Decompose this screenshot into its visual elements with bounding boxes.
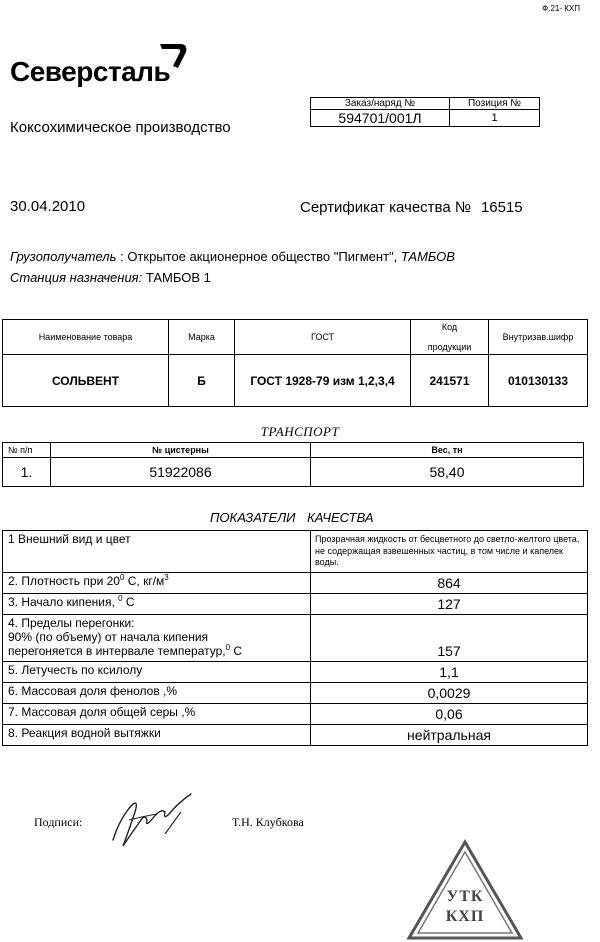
quality-stamp	[405, 838, 525, 942]
signer-name: Т.Н. Клубкова	[232, 815, 304, 829]
document-date: 30.04.2010	[10, 198, 86, 215]
quality-value: 157	[311, 615, 588, 661]
handwritten-signature	[105, 790, 200, 852]
goods-header-code: Код продукции	[411, 320, 489, 355]
company-name: Северсталь	[10, 56, 171, 87]
quality-label: 4. Пределы перегонки: 90% (по объему) от начала кипения перегоняется в интервале температур,$^0$ С	[3, 615, 311, 661]
consignee-value: Открытое акционерное общество "Пигмент",	[127, 249, 398, 264]
station-line	[10, 270, 211, 285]
quality-label: 8. Реакция водной вытяжки	[3, 724, 311, 745]
quality-value: нейтральная	[311, 724, 588, 745]
quality-table	[2, 530, 588, 746]
quality-label: 2. Плотность при $20^0$ С, $кг/м^3$	[3, 573, 311, 594]
transport-header-weight: Вес, тн	[311, 443, 584, 458]
quality-title: ПОКАЗАТЕЛИ КАЧЕСТВА	[210, 510, 374, 525]
position-header: Позиция №	[450, 98, 540, 110]
goods-table	[2, 319, 588, 407]
certificate-title	[300, 199, 523, 216]
table-row	[3, 594, 588, 615]
goods-code: 241571	[411, 355, 489, 407]
goods-internal: 010130133	[489, 355, 588, 407]
quality-label: 7. Массовая доля общей серы ,%	[3, 703, 311, 724]
certificate-number: 16515	[480, 199, 523, 216]
transport-table	[2, 442, 584, 487]
table-row	[3, 661, 588, 682]
order-value: 594701/001Л	[311, 110, 450, 127]
order-header: Заказ/наряд №	[311, 98, 450, 110]
severstal-logo-icon	[156, 40, 192, 70]
quality-label: 1 Внешний вид и цвет	[3, 531, 311, 573]
goods-gost: ГОСТ 1928-79 изм 1,2,3,4	[235, 355, 411, 407]
department-name: Коксохимическое производство	[10, 119, 231, 136]
consignee-line: Грузополучатель : Открытое акционерное общество "Пигмент", ТАМБОВ	[10, 249, 455, 264]
transport-header-tank: № цистерны	[51, 443, 311, 458]
quality-value: Прозрачная жидкость от бесцветного до светло-желтого цвета, не содержащая взвешенных частиц, в том числе и капелек воды.	[311, 531, 588, 573]
consignee-city: ТАМБОВ	[400, 249, 455, 264]
goods-name: СОЛЬВЕНТ	[3, 355, 169, 407]
signatures-label: Подписи:	[34, 815, 83, 829]
form-code: Ф.21- КХП	[542, 4, 580, 13]
quality-value: 127	[311, 594, 588, 615]
quality-value: 864	[311, 573, 588, 594]
transport-num: 1.	[3, 458, 51, 487]
transport-title: ТРАНСПОРТ	[260, 424, 340, 439]
stamp-line-1: УТК	[446, 888, 484, 905]
goods-grade: Б	[169, 355, 235, 407]
quality-label: 3. Начало кипения, $^0$ С	[3, 594, 311, 615]
quality-label: 5. Летучесть по ксилолу	[3, 661, 311, 682]
certificate-label: Сертификат качества №	[300, 199, 471, 216]
goods-header-name: Наименование товара	[3, 320, 169, 355]
transport-tank: 51922086	[51, 458, 311, 487]
goods-header-gost: ГОСТ	[235, 320, 411, 355]
table-row	[3, 458, 584, 487]
table-row	[3, 355, 588, 407]
table-row	[3, 573, 588, 594]
station-label: Станция назначения:	[10, 270, 143, 285]
position-value: 1	[450, 110, 540, 127]
quality-value: 0,06	[311, 703, 588, 724]
table-row	[3, 682, 588, 703]
company-logo	[10, 40, 180, 88]
table-row	[3, 615, 588, 661]
quality-value: 1,1	[311, 661, 588, 682]
table-row	[3, 531, 588, 573]
quality-label: 6. Массовая доля фенолов ,%	[3, 682, 311, 703]
goods-header-internal: Внутризав.шифр	[489, 320, 588, 355]
order-table	[310, 97, 540, 127]
station-value: ТАМБОВ 1	[145, 270, 211, 285]
table-row	[3, 703, 588, 724]
transport-weight: 58,40	[311, 458, 584, 487]
goods-header-grade: Марка	[169, 320, 235, 355]
table-row	[3, 724, 588, 745]
stamp-line-2: КХП	[445, 908, 485, 925]
transport-header-num: № п/п	[3, 443, 51, 458]
quality-value: 0,0029	[311, 682, 588, 703]
consignee-label: Грузополучатель	[10, 249, 117, 264]
